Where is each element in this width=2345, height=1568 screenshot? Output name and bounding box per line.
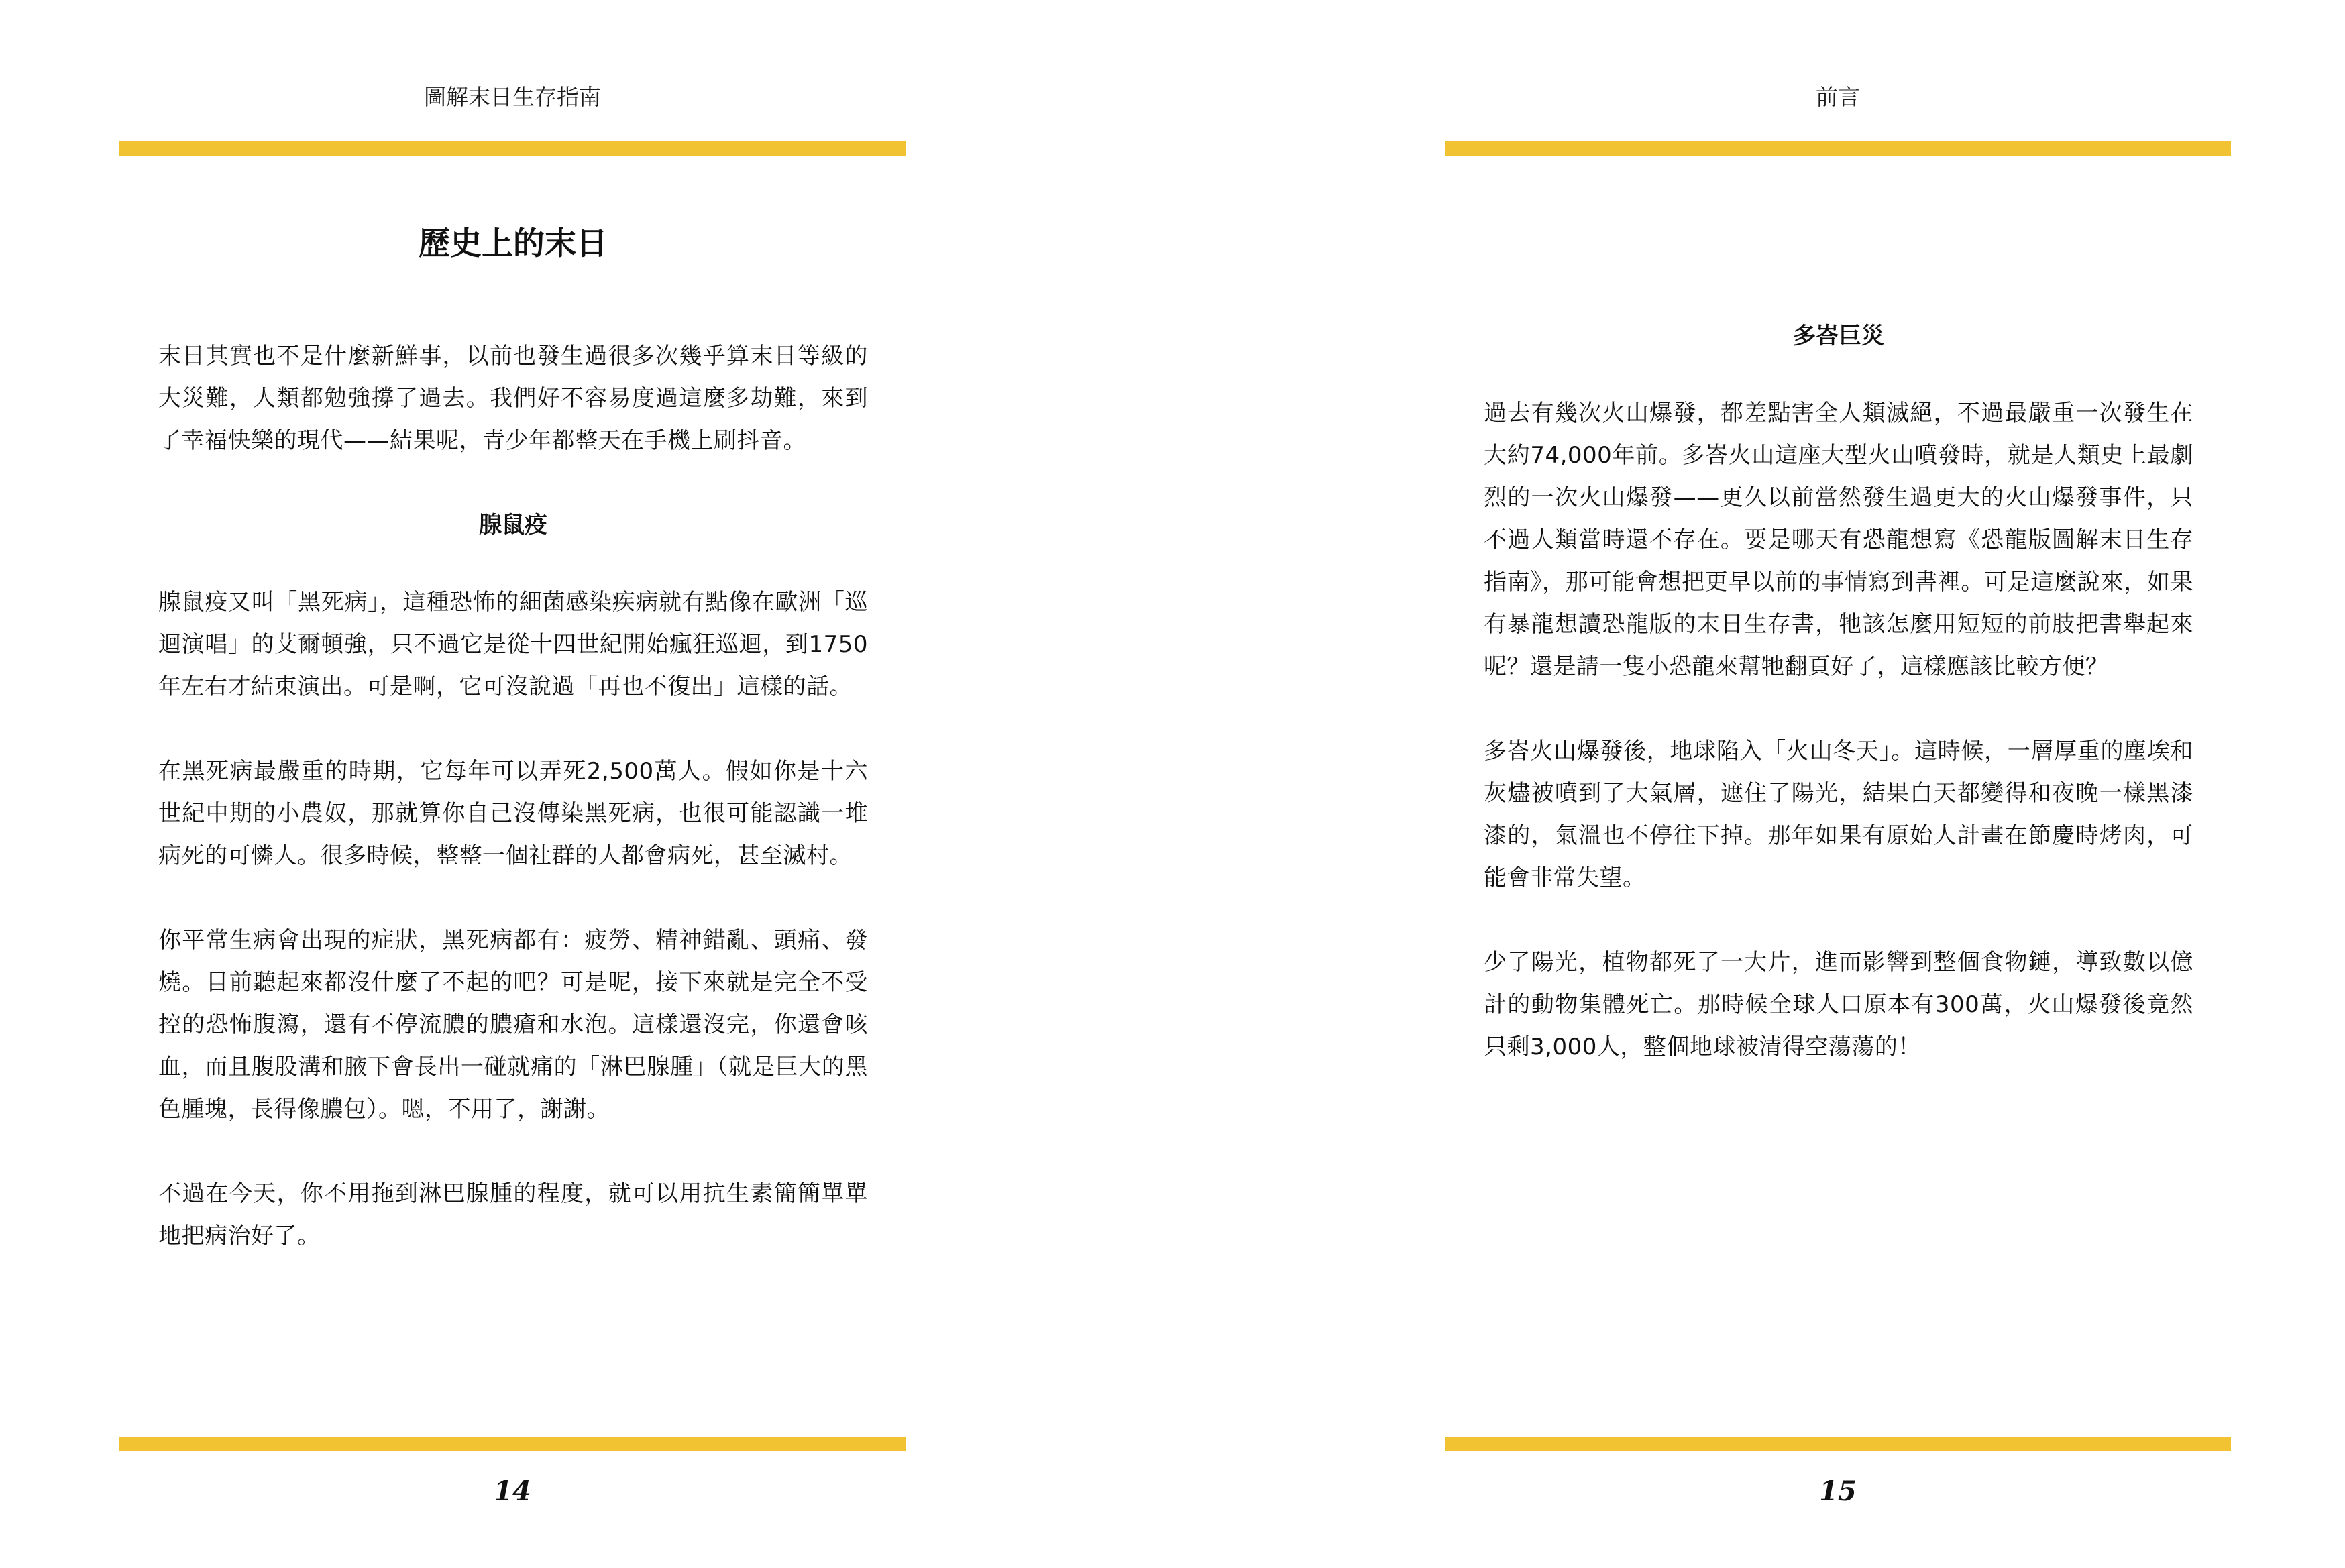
intro-paragraph: 末日其實也不是什麼新鮮事，以前也發生過很多次幾乎算末日等級的大災難，人類都勉強撐了過去。我們好不容易度過這麼多劫難，來到了幸福快樂的現代——結果呢，青少年都整天在手機上刷抖音。 — [158, 343, 868, 454]
page-content — [158, 215, 868, 1300]
left-page — [119, 0, 906, 1568]
header-rule — [1445, 141, 2231, 156]
page-content — [1484, 315, 2193, 1111]
body-paragraph: 多峇火山爆發後，地球陷入「火山冬天」。這時候，一層厚重的塵埃和灰燼被噴到了大氣層，遮住了陽光，結果白天都變得和夜晚一樣黑漆漆的，氣溫也不停往下掉。那年如果有原始人計畫在節慶時烤肉，可能會非常失望。 — [1484, 738, 2193, 891]
body-paragraph: 腺鼠疫又叫「黑死病」，這種恐怖的細菌感染疾病就有點像在歐洲「巡迴演唱」的艾爾頓強，只不過它是從十四世紀開始瘋狂巡迴，到1750年左右才結束演出。可是啊，它可沒說過「再也不復出」這樣的話。 — [158, 589, 868, 700]
footer-rule — [119, 1437, 906, 1451]
section-heading: 多峇巨災 — [1793, 323, 1884, 349]
section-heading: 腺鼠疫 — [479, 512, 547, 539]
body-paragraph: 少了陽光，植物都死了一大片，進而影響到整個食物鏈，導致數以億計的動物集體死亡。那時候全球人口原本有300萬，火山爆發後竟然只剩3,000人，整個地球被清得空蕩蕩的！ — [1484, 949, 2193, 1060]
body-paragraph: 過去有幾次火山爆發，都差點害全人類滅絕，不過最嚴重一次發生在大約74,000年前。多峇火山這座大型火山噴發時，就是人類史上最劇烈的一次火山爆發——更久以前當然發生過更大的火山爆發事件，只不過人類當時還不存在。要是哪天有恐龍想寫《恐龍版圖解末日生存指南》，那可能會想把更早以前的事情寫到書裡。可是這麼說來，如果有暴龍想讀恐龍版的末日生存書，牠該怎麼用短短的前肢把書舉起來呢？還是請一隻小恐龍來幫牠翻頁好了，這樣應該比較方便？ — [1484, 400, 2193, 680]
body-paragraph: 不過在今天，你不用拖到淋巴腺腫的程度，就可以用抗生素簡簡單單地把病治好了。 — [158, 1180, 868, 1249]
header-rule — [119, 141, 906, 156]
running-header: 圖解末日生存指南 — [424, 84, 601, 110]
running-header: 前言 — [1816, 84, 1860, 110]
chapter-title: 歷史上的末日 — [419, 225, 608, 262]
page-number: 14 — [494, 1475, 531, 1507]
footer-rule — [1445, 1437, 2231, 1451]
body-paragraph: 你平常生病會出現的症狀，黑死病都有：疲勞、精神錯亂、頭痛、發燒。目前聽起來都沒什麼了不起的吧？可是呢，接下來就是完全不受控的恐怖腹瀉，還有不停流膿的膿瘡和水泡。這樣還沒完，你還會咳血，而且腹股溝和腋下會長出一碰就痛的「淋巴腺腫」（就是巨大的黑色腫塊，長得像膿包）。嗯，不用了，謝謝。 — [158, 927, 868, 1123]
body-paragraph: 在黑死病最嚴重的時期，它每年可以弄死2,500萬人。假如你是十六世紀中期的小農奴，那就算你自己沒傳染黑死病，也很可能認識一堆病死的可憐人。很多時候，整整一個社群的人都會病死，甚至滅村。 — [158, 758, 868, 869]
page-number: 15 — [1819, 1475, 1857, 1507]
right-page — [1445, 0, 2231, 1568]
